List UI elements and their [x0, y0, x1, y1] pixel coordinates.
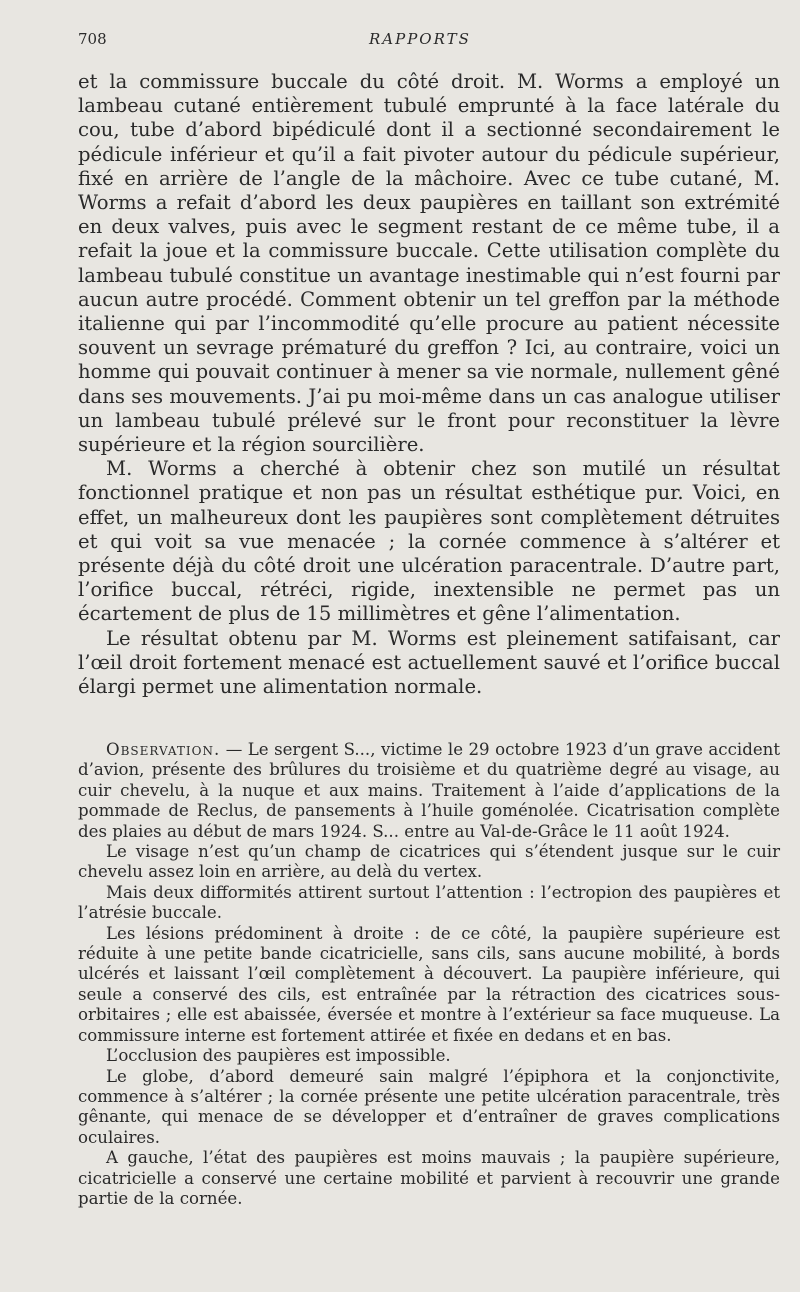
observation-intro: — Le sergent S..., victime le 29 octobre 1923 d’un grave accident d’avion, présente des brûlures du troisième et du quatrième degré au visage, au cuir chevelu, à la nuque et aux mains. Traitement à l’aide d’applications de la pommade de Reclus, de pansements à l’huile goménolée. Cicatrisation complète des plaies au début de mars 1924. S... entre au Val-de-Grâce le 11 août 1924.: [78, 740, 780, 841]
running-head: RAPPORTS: [369, 30, 471, 48]
observation-paragraph-1: [78, 740, 780, 842]
observation-label: Observation.: [106, 740, 221, 759]
paragraph-2: M. Worms a cherché à obtenir chez son mutilé un résultat fonctionnel pratique et non pas un résultat esthétique pur. Voici, en effet, un malheureux dont les paupières sont complètement détruites et qui voit sa vue menacée ; la cornée commence à s’altérer et présente déjà du côté droit une ulcération paracentrale. D’autre part, l’orifice buccal, rétréci, rigide, inextensible ne permet pas un écartement de plus de 15 millimètres et gêne l’alimentation.: [78, 457, 780, 626]
observation-paragraph-2: Le visage n’est qu’un champ de cicatrices qui s’étendent jusque sur le cuir chevelu assez loin en arrière, au delà du vertex.: [78, 842, 780, 882]
page-number: 708: [78, 30, 107, 48]
observation-paragraph-3: Mais deux difformités attirent surtout l’attention : l’ectropion des paupières et l’atrésie buccale.: [78, 882, 780, 923]
observation-section: [78, 740, 780, 1209]
paragraph-1: et la commissure buccale du côté droit. M. Worms a employé un lambeau cutané entièrement tubulé emprunté à la face latérale du cou, tube d’abord bipédiculé dont il a sectionné secondairement le pédicule inférieur et qu’il a fait pivoter autour du pédicule supérieur, fixé en arrière de l’angle de la mâchoire. Avec ce tube cutané, M. Worms a refait d’abord les deux paupières en taillant son extrémité en deux valves, puis avec le segment restant de ce même tube, il a refait la joue et la commissure buccale. Cette utilisation complète du lambeau tubulé constitue un avantage inestimable qui n’est fourni par aucun autre procédé. Comment obtenir un tel greffon par la méthode italienne qui par l’incommodité qu’elle procure au patient nécessite souvent un sevrage prématuré du greffon ? Ici, au contraire, voici un homme qui pouvait continuer à mener sa vie normale, nullement gêné dans ses mouvements. J’ai pu moi-même dans un cas analogue utiliser un lambeau tubulé prélevé sur le front pour reconstituer la lèvre supérieure et la région sourcilière.: [78, 70, 780, 457]
observation-paragraph-7: A gauche, l’état des paupières est moins mauvais ; la paupière supérieure, cicatricielle a conservé une certaine mobilité et parvient à recouvrir une grande partie de la cornée.: [78, 1148, 780, 1208]
observation-paragraph-4: Les lésions prédominent à droite : de ce côté, la paupière supérieure est réduite à une petite bande cicatricielle, sans cils, sans aucune mobilité, à bords ulcérés et laissant l’œil complètement à découvert. La paupière inférieure, qui seule a conservé des cils, est entraînée par la rétraction des cicatrices sous-orbitaires ; elle est abaissée, éversée et montre à l’extérieur sa face muqueuse. La commissure interne est fortement attirée et fixée en dedans et en bas.: [78, 923, 780, 1045]
main-text: [78, 70, 780, 699]
paragraph-3: Le résultat obtenu par M. Worms est pleinement satifaisant, car l’œil droit fortement menacé est actuellement sauvé et l’orifice buccal élargi permet une alimentation normale.: [78, 626, 780, 699]
page-header: [78, 30, 780, 50]
observation-paragraph-5: L’occlusion des paupières est impossible.: [106, 1046, 451, 1066]
observation-paragraph-6: Le globe, d’abord demeuré sain malgré l’épiphora et la conjonctivite, commence à s’altérer ; la cornée présente une petite ulcération paracentrale, très gênante, qui menace de se développer et d’entraîner de graves complications oculaires.: [78, 1066, 780, 1147]
